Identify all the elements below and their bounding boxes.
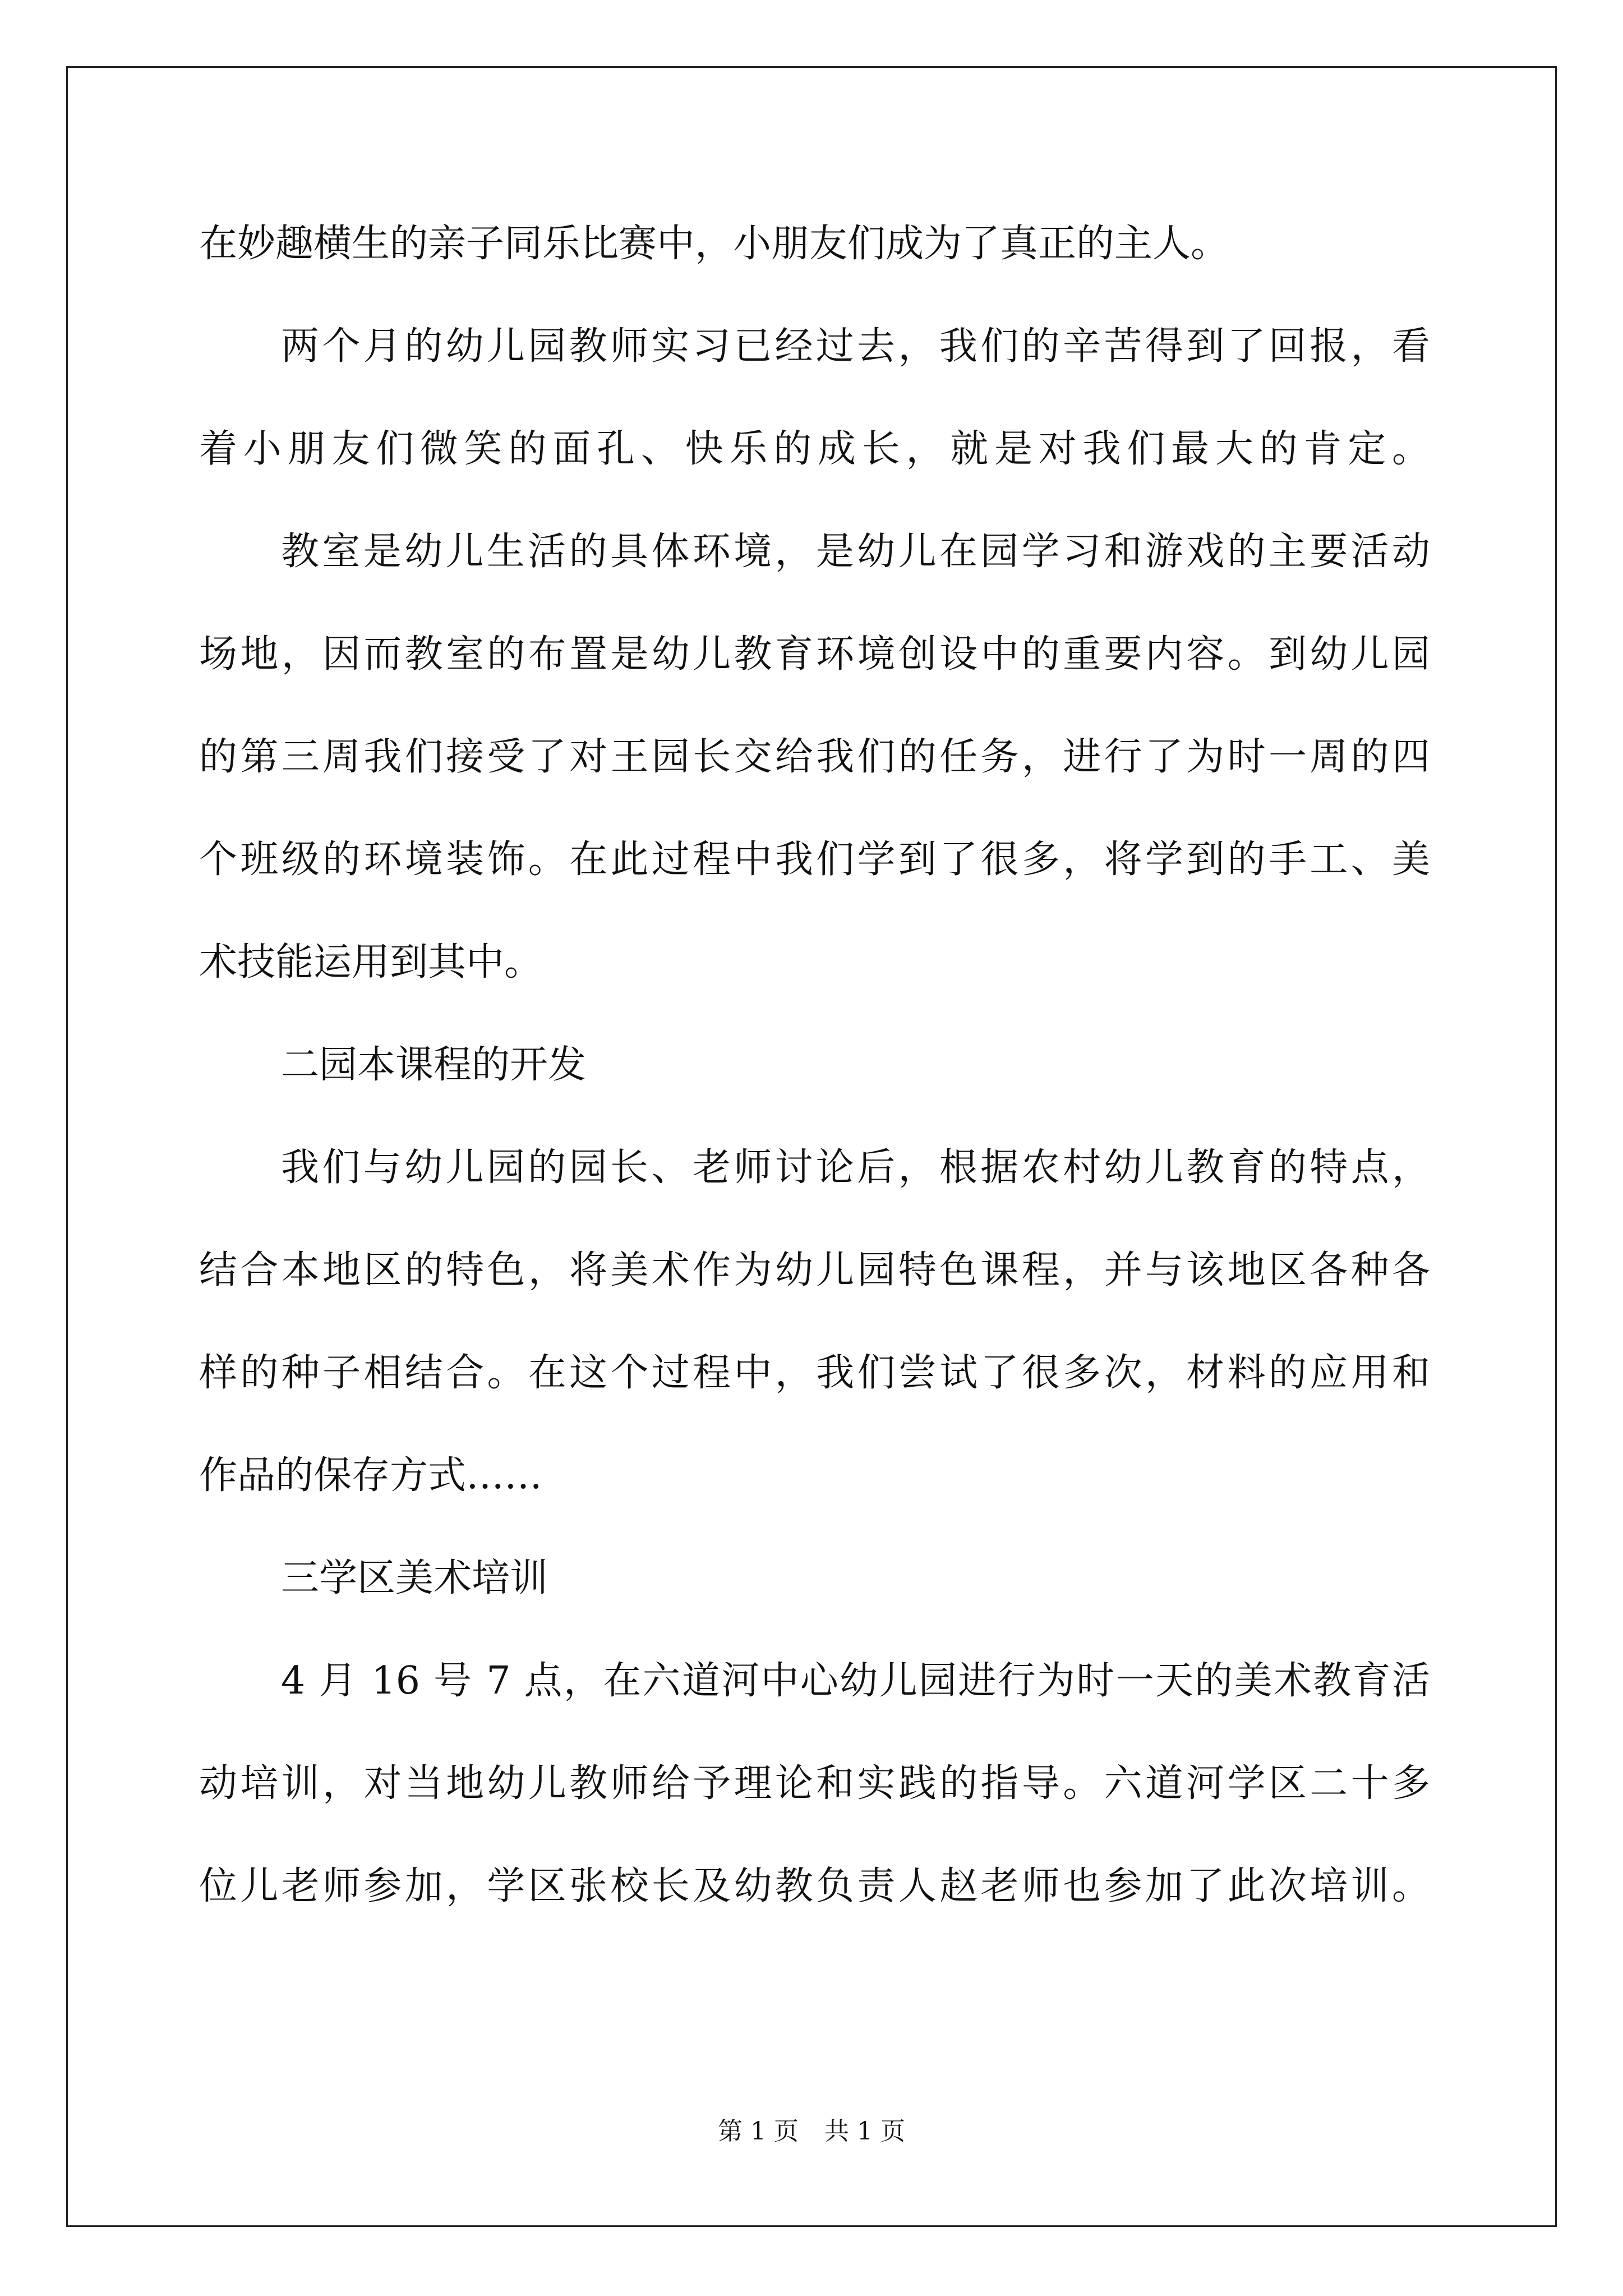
section-heading: 二园本课程的开发 xyxy=(281,1043,587,1087)
text-line: 在妙趣横生的亲子同乐比赛中，小朋友们成为了真正的主人。 xyxy=(199,222,1229,266)
text-line: 的第三周我们接受了对王园长交给我们的任务，进行了为时一周的四 xyxy=(199,735,1430,779)
paragraph-start-line: 教室是幼儿生活的具体环境，是幼儿在园学习和游戏的主要活动 xyxy=(281,530,1430,574)
text-line: 场地，因而教室的布置是幼儿教育环境创设中的重要内容。到幼儿园 xyxy=(199,632,1430,677)
paragraph-start-line: 4 月 16 号 7 点，在六道河中心幼儿园进行为时一天的美术教育活 xyxy=(281,1659,1430,1703)
text-line: 动培训，对当地幼儿教师给予理论和实践的指导。六道河学区二十多 xyxy=(199,1761,1430,1806)
text-line: 样的种子相结合。在这个过程中，我们尝试了很多次，材料的应用和 xyxy=(199,1351,1430,1395)
text-line: 着小朋友们微笑的面孔、快乐的成长，就是对我们最大的肯定。 xyxy=(199,427,1430,471)
page-number: 第 1 页 xyxy=(718,2117,799,2146)
text-line: 结合本地区的特色，将美术作为幼儿园特色课程，并与该地区各种各 xyxy=(199,1248,1430,1292)
paragraph-start-line: 两个月的幼儿园教师实习已经过去，我们的辛苦得到了回报，看 xyxy=(281,324,1430,369)
text-line: 个班级的环境装饰。在此过程中我们学到了很多，将学到的手工、美 xyxy=(199,838,1430,882)
page-total: 共 1 页 xyxy=(824,2117,905,2146)
text-line: 术技能运用到其中。 xyxy=(199,940,543,984)
section-heading: 三学区美术培训 xyxy=(281,1556,548,1600)
text-line: 作品的保存方式…… xyxy=(199,1453,543,1498)
text-line: 位儿老师参加，学区张校长及幼教负责人赵老师也参加了此次培训。 xyxy=(199,1864,1430,1908)
paragraph-start-line: 我们与幼儿园的园长、老师讨论后，根据农村幼儿教育的特点， xyxy=(281,1145,1430,1190)
page-footer xyxy=(0,2115,1623,2148)
